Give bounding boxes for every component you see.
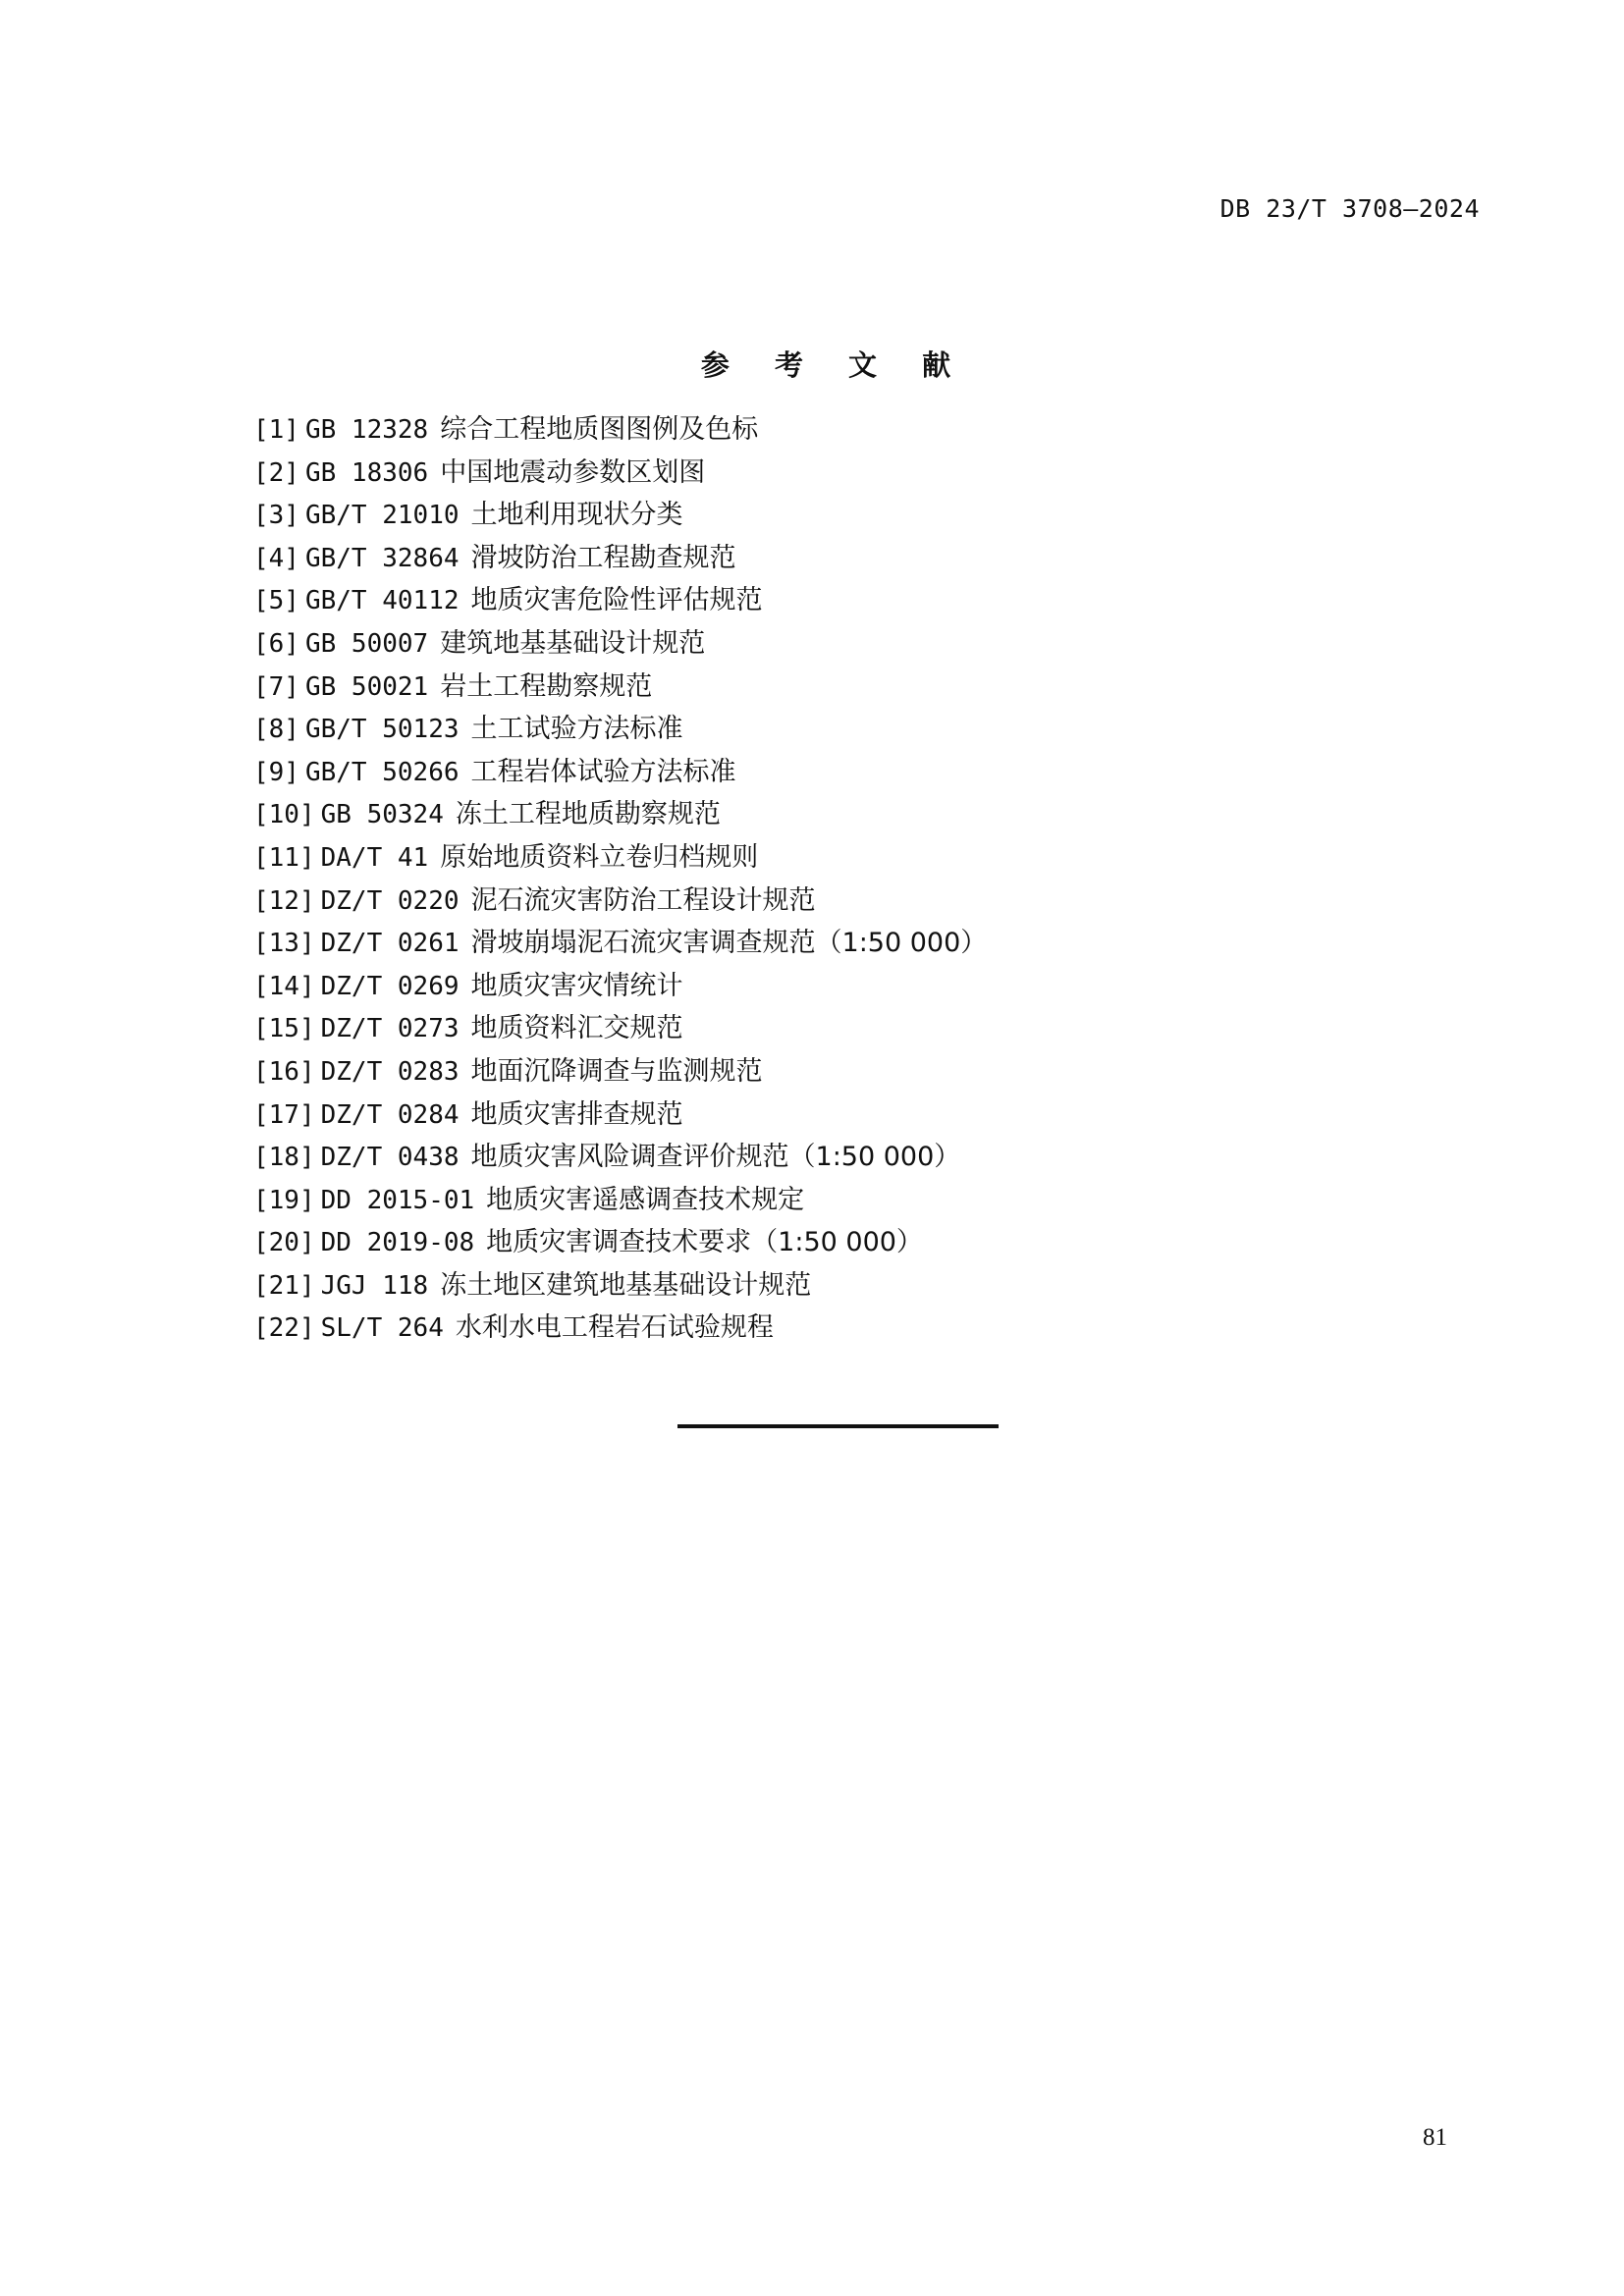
reference-item (253, 452, 987, 495)
reference-title: 土地利用现状分类 (470, 500, 683, 531)
reference-item (253, 1264, 987, 1308)
reference-number: [13] (253, 929, 315, 959)
reference-number: [8] (253, 715, 299, 745)
references-title: 参 考 文 献 (700, 348, 969, 382)
reference-number: [11] (253, 842, 315, 873)
reference-item (253, 751, 987, 794)
reference-title: 冻土地区建筑地基基础设计规范 (440, 1269, 812, 1301)
reference-code: SL/T 264 (320, 1313, 444, 1344)
reference-number: [10] (253, 800, 315, 830)
reference-title: 泥石流灾害防治工程设计规范 (470, 884, 816, 916)
reference-number: [20] (253, 1228, 315, 1258)
reference-code: GB 50007 (304, 628, 429, 659)
reference-item (253, 836, 987, 880)
reference-item (253, 1179, 987, 1222)
reference-code: GB/T 50123 (304, 715, 460, 745)
reference-title: 地质灾害调查技术要求（1:50 000） (486, 1227, 923, 1258)
reference-number: [5] (253, 586, 299, 616)
reference-code: GB 50021 (304, 671, 429, 702)
reference-item (253, 622, 987, 666)
reference-item (253, 922, 987, 965)
reference-number: [3] (253, 501, 299, 531)
reference-item (253, 1094, 987, 1137)
reference-number: [7] (253, 671, 299, 702)
reference-code: JGJ 118 (320, 1270, 429, 1301)
reference-title: 岩土工程勘察规范 (440, 670, 653, 702)
reference-title: 地质灾害排查规范 (470, 1098, 683, 1130)
reference-item (253, 1136, 987, 1179)
reference-item (253, 1050, 987, 1094)
reference-number: [15] (253, 1014, 315, 1044)
reference-item (253, 494, 987, 537)
reference-item (253, 1007, 987, 1050)
reference-title: 土工试验方法标准 (470, 714, 683, 745)
reference-title: 冻土工程地质勘察规范 (455, 799, 721, 830)
reference-title: 地质灾害灾情统计 (470, 970, 683, 1001)
references-list (253, 408, 987, 1350)
reference-title: 建筑地基基础设计规范 (440, 627, 706, 659)
reference-number: [14] (253, 971, 315, 1001)
reference-number: [18] (253, 1143, 315, 1173)
end-divider (677, 1424, 999, 1428)
reference-item (253, 1307, 987, 1350)
reference-item (253, 537, 987, 580)
reference-title: 滑坡崩塌泥石流灾害调查规范（1:50 000） (470, 928, 988, 959)
reference-item (253, 579, 987, 622)
reference-code: DZ/T 0220 (320, 885, 460, 916)
reference-number: [2] (253, 457, 299, 488)
reference-item (253, 408, 987, 452)
reference-item (253, 666, 987, 709)
reference-number: [19] (253, 1185, 315, 1215)
reference-code: GB 12328 (304, 415, 429, 445)
reference-number: [22] (253, 1313, 315, 1344)
reference-number: [6] (253, 628, 299, 659)
reference-code: DZ/T 0273 (320, 1014, 460, 1044)
reference-number: [12] (253, 885, 315, 916)
reference-number: [17] (253, 1099, 315, 1130)
reference-item (253, 1221, 987, 1264)
reference-code: GB/T 40112 (304, 586, 460, 616)
reference-title: 中国地震动参数区划图 (440, 456, 706, 488)
reference-code: DZ/T 0261 (320, 929, 460, 959)
reference-code: DZ/T 0269 (320, 971, 460, 1001)
reference-number: [1] (253, 415, 299, 445)
reference-code: DD 2015-01 (320, 1185, 475, 1215)
reference-title: 地面沉降调查与监测规范 (470, 1055, 763, 1087)
reference-title: 水利水电工程岩石试验规程 (455, 1312, 774, 1344)
reference-title: 原始地质资料立卷归档规则 (440, 841, 759, 873)
reference-number: [9] (253, 757, 299, 787)
reference-number: [21] (253, 1270, 315, 1301)
reference-code: DA/T 41 (320, 842, 429, 873)
reference-item (253, 880, 987, 923)
reference-title: 地质资料汇交规范 (470, 1013, 683, 1044)
reference-item (253, 965, 987, 1008)
reference-number: [16] (253, 1056, 315, 1087)
reference-code: GB/T 21010 (304, 501, 460, 531)
reference-code: DZ/T 0283 (320, 1056, 460, 1087)
reference-code: GB 50324 (320, 800, 444, 830)
reference-code: DZ/T 0438 (320, 1143, 460, 1173)
reference-title: 地质灾害遥感调查技术规定 (486, 1184, 805, 1215)
reference-code: GB 18306 (304, 457, 429, 488)
reference-item (253, 708, 987, 751)
reference-number: [4] (253, 543, 299, 573)
reference-title: 工程岩体试验方法标准 (470, 756, 736, 787)
standard-code-header: DB 23/T 3708—2024 (1219, 194, 1480, 223)
reference-title: 滑坡防治工程勘查规范 (470, 542, 736, 573)
reference-code: GB/T 32864 (304, 543, 460, 573)
reference-title: 综合工程地质图图例及色标 (440, 414, 759, 445)
page-number: 81 (1423, 2124, 1447, 2151)
reference-code: DZ/T 0284 (320, 1099, 460, 1130)
reference-code: GB/T 50266 (304, 757, 460, 787)
reference-title: 地质灾害危险性评估规范 (470, 585, 763, 616)
reference-title: 地质灾害风险调查评价规范（1:50 000） (470, 1142, 961, 1173)
reference-item (253, 793, 987, 836)
reference-code: DD 2019-08 (320, 1228, 475, 1258)
